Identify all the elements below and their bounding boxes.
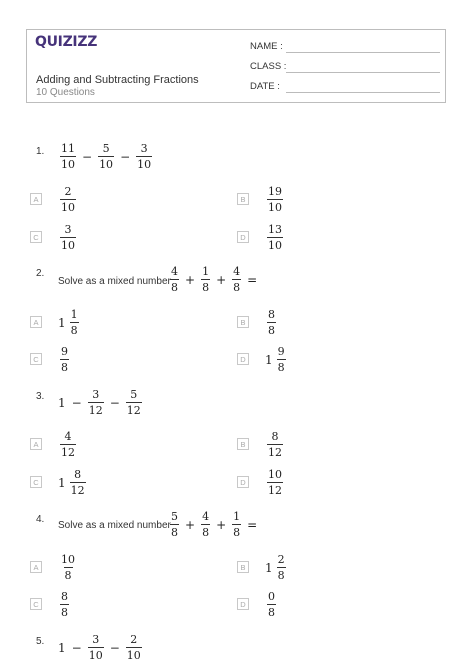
fraction: $\frac{11}{10}$ xyxy=(61,142,75,171)
option-a-box[interactable]: A xyxy=(30,193,42,205)
question-expression: 1 − $\frac{3}{10}$ − $\frac{2}{10}$ xyxy=(58,633,141,662)
question-number: 1. xyxy=(36,146,45,157)
option-a-box[interactable]: A xyxy=(30,561,42,573)
option-d[interactable]: $\frac{10}{12}$ xyxy=(268,468,282,497)
option-a[interactable]: $\frac{4}{12}$ xyxy=(61,430,75,459)
question-number: 3. xyxy=(36,391,45,402)
question-number: 4. xyxy=(36,514,45,525)
option-d-box[interactable]: D xyxy=(237,353,249,365)
option-c-box[interactable]: C xyxy=(30,476,42,488)
quizizz-logo: QUIZIZZ xyxy=(35,34,98,50)
question-prompt: Solve as a mixed number xyxy=(58,276,171,287)
option-c[interactable]: $\frac{3}{10}$ xyxy=(61,223,75,252)
option-c-box[interactable]: C xyxy=(30,231,42,243)
option-c[interactable]: 1 $\frac{8}{12}$ xyxy=(58,468,85,497)
option-d[interactable]: $\frac{13}{10}$ xyxy=(268,223,282,252)
question-expression: $\frac{5}{8}$ + $\frac{4}{8}$ + $\frac{1}{8}$ = xyxy=(171,510,258,539)
option-d[interactable]: $\frac{0}{8}$ xyxy=(268,590,275,619)
question-prompt: Solve as a mixed number xyxy=(58,520,171,531)
option-b-box[interactable]: B xyxy=(237,438,249,450)
question-expression: 1 − $\frac{3}{12}$ − $\frac{5}{12}$ xyxy=(58,388,141,417)
fraction: $\frac{3}{10}$ xyxy=(137,142,152,171)
option-b-box[interactable]: B xyxy=(237,561,249,573)
option-a[interactable]: $\frac{2}{10}$ xyxy=(61,185,75,214)
option-b[interactable]: 1 $\frac{2}{8}$ xyxy=(265,553,285,582)
option-d-box[interactable]: D xyxy=(237,231,249,243)
option-d-box[interactable]: D xyxy=(237,476,249,488)
option-c[interactable]: $\frac{9}{8}$ xyxy=(61,345,68,374)
option-d[interactable]: 1 $\frac{9}{8}$ xyxy=(265,345,285,374)
question-count: 10 Questions xyxy=(36,87,95,98)
option-a[interactable]: 1 $\frac{1}{8}$ xyxy=(58,308,78,337)
option-b-box[interactable]: B xyxy=(237,316,249,328)
option-b-box[interactable]: B xyxy=(237,193,249,205)
name-label: NAME : xyxy=(250,41,283,52)
date-label: DATE : xyxy=(250,81,280,92)
option-c-box[interactable]: C xyxy=(30,598,42,610)
worksheet-title: Adding and Subtracting Fractions xyxy=(36,74,199,86)
option-a-box[interactable]: A xyxy=(30,316,42,328)
class-field[interactable] xyxy=(286,72,440,73)
option-c-box[interactable]: C xyxy=(30,353,42,365)
option-a-box[interactable]: A xyxy=(30,438,42,450)
fraction: $\frac{5}{10}$ xyxy=(99,142,114,171)
option-c[interactable]: $\frac{8}{8}$ xyxy=(61,590,68,619)
question-number: 5. xyxy=(36,636,45,647)
class-label: CLASS : xyxy=(250,61,287,72)
question-expression: $\frac{11}{10}$ − $\frac{5}{10}$ − $\frac{3}{10}$ xyxy=(61,142,152,171)
option-b[interactable]: $\frac{8}{12}$ xyxy=(268,430,282,459)
question-expression: $\frac{4}{8}$ + $\frac{1}{8}$ + $\frac{4}{8}$ = xyxy=(171,265,258,294)
option-d-box[interactable]: D xyxy=(237,598,249,610)
option-b[interactable]: $\frac{8}{8}$ xyxy=(268,308,275,337)
option-b[interactable]: $\frac{19}{10}$ xyxy=(268,185,282,214)
date-field[interactable] xyxy=(286,92,440,93)
question-number: 2. xyxy=(36,268,45,279)
name-field[interactable] xyxy=(286,52,440,53)
option-a[interactable]: $\frac{10}{8}$ xyxy=(61,553,75,582)
